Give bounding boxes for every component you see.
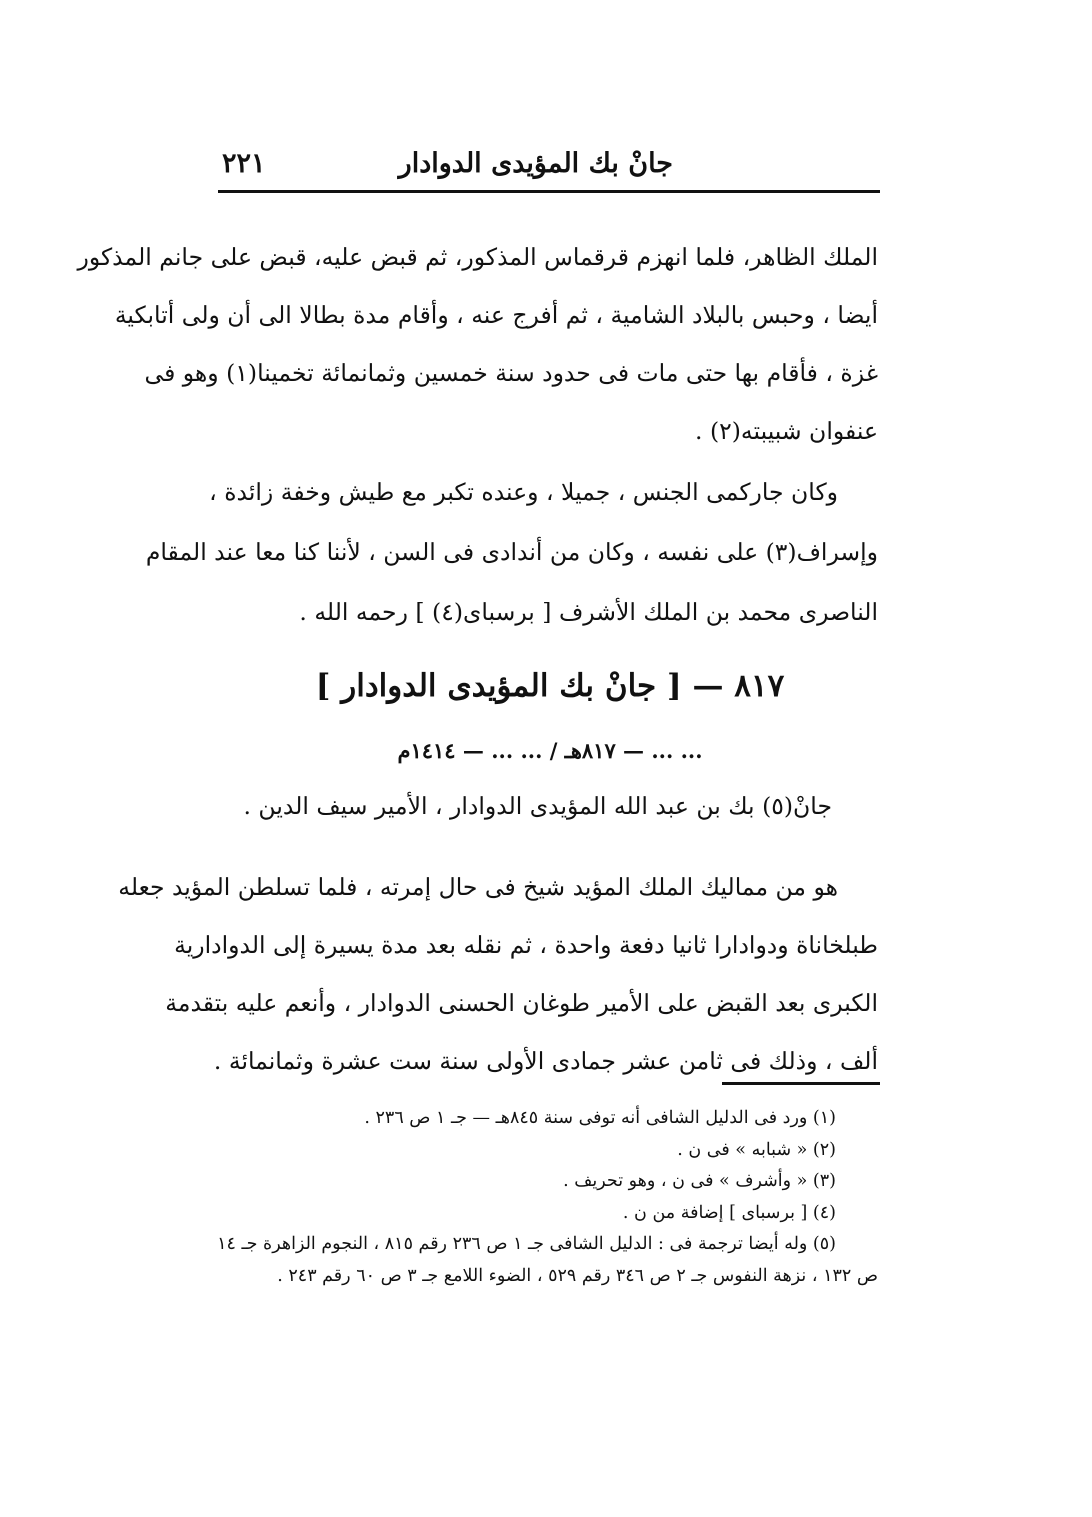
footnote: (٣) « وأشرف » فى ن ، وهو تحريف . [563, 1171, 836, 1191]
entry-name-line: جانْ(٥) بك بن عبد الله المؤيدى الدوادار ، الأمير سيف الدين . [243, 792, 832, 820]
paragraph-3 [118, 858, 878, 1090]
page-header [222, 140, 878, 188]
text-line: الناصرى محمد بن الملك الأشرف [ برسباى(٤) ] رحمه الله . [299, 598, 878, 626]
entry-dates: ... ... — ٨١٧هـ / ... ... — ١٤١٤م [397, 738, 703, 763]
footnote-rule [722, 1082, 880, 1085]
header-rule [218, 190, 880, 193]
footnotes [218, 1103, 878, 1292]
text-line: طبلخاناة ودوادارا ثانيا دفعة واحدة ، ثم نقله بعد مدة يسيرة إلى الدوادارية [174, 931, 878, 959]
text-line: وإسراف(٣) على نفسه ، وكان من أندادى فى السن ، لأننا كنا معا عند المقام [145, 538, 878, 566]
paragraph-2 [145, 462, 878, 642]
text-line: ألف ، وذلك فى ثامن عشر جمادى الأولى سنة ست عشرة وثمانمائة . [213, 1047, 878, 1075]
text-line: وكان جاركمى الجنس ، جميلا ، وعنده تكبر مع طيش وخفة زائدة ، [209, 478, 838, 506]
text-line: عنفوان شبيبته(٢) . [695, 417, 878, 445]
footnote: (٤) [ برسباى ] إضافة من ن . [622, 1202, 836, 1223]
footnote: (١) ورد فى الدليل الشافى أنه توفى سنة ٨٤٥هـ — جـ ١ ص ٢٣٦ . [364, 1108, 836, 1128]
page-number: ٢٢١ [222, 148, 266, 179]
text-line: الكبرى بعد القبض على الأمير طوغان الحسنى الدوادار ، وأنعم عليه بتقدمة [165, 989, 878, 1017]
footnote-continuation: ص ١٣٢ ، نزهة النفوس جـ ٢ ص ٣٤٦ رقم ٥٢٩ ، الضوء اللامع جـ ٣ ص ٦٠ رقم ٢٤٣ . [277, 1265, 878, 1286]
footnote: (٥) وله أيضا ترجمة فى : الدليل الشافى جـ ١ ص ٢٣٦ رقم ٨١٥ ، النجوم الزاهرة جـ ١٤ [217, 1234, 836, 1254]
running-title: جانْ بك المؤيدى الدوادار [398, 148, 673, 179]
paragraph-1 [77, 228, 878, 460]
entry-heading: ٨١٧ — [ جانْ بك المؤيدى الدوادار ] [315, 668, 785, 704]
text-line: غزة ، فأقام بها حتى مات فى حدود سنة خمسين وثمانمائة تخمينا(١) وهو فى [144, 359, 878, 387]
text-line: أيضا ، وحبس بالبلاد الشامية ، ثم أفرج عنه ، وأقام مدة بطالا الى أن ولى أتابكية [114, 301, 878, 329]
footnote: (٢) « شبابه » فى ن . [677, 1139, 836, 1160]
text-line: هو من مماليك الملك المؤيد شيخ فى حال إمرته ، فلما تسلطن المؤيد جعله [118, 873, 838, 901]
text-line: الملك الظاهر، فلما انهزم قرقماس المذكور، ثم قبض عليه، قبض على جانم المذكور [77, 243, 878, 271]
